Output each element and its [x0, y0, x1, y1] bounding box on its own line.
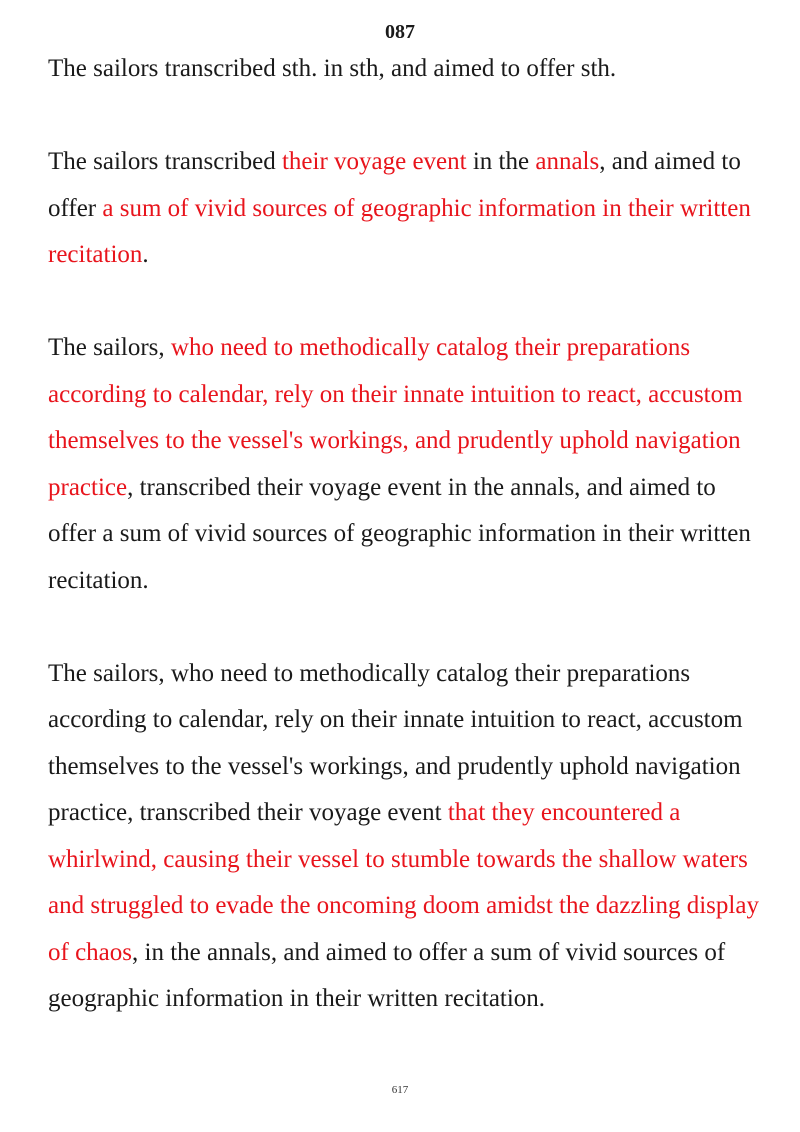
paragraph-2-segment-3: in the: [466, 148, 536, 175]
paragraph-2-segment-4: annals: [535, 148, 600, 175]
document-body: [48, 46, 763, 1023]
paragraph-2-segment-5: , and aimed to offer: [48, 148, 741, 222]
paragraph-2-segment-1: The sailors transcribed: [48, 148, 282, 175]
paragraph-1: [48, 46, 763, 93]
paragraph-3-segment-2: who need to methodically catalog their preparations according to calendar, rely on their innate intuition to react, accustom themselves to the vessel's workings, and prudently uphold navigation practice: [48, 334, 743, 501]
paragraph-2: [48, 139, 763, 279]
paragraph-4-segment-2: that they encountered a whirlwind, causing their vessel to stumble towards the shallow waters and struggled to evade the oncoming doom amidst the dazzling display of chaos: [48, 799, 759, 966]
paragraph-2-segment-6: a sum of vivid sources of geographic information in their written recitation: [48, 194, 751, 268]
page-number-bottom: 617: [391, 1084, 409, 1096]
page-number-top: 087: [385, 21, 415, 43]
paragraph-4: [48, 651, 763, 1023]
paragraph-4-segment-1: The sailors, who need to methodically catalog their preparations according to calendar, rely on their innate intuition to react, accustom themselves to the vessel's workings, and prudently uphold navigation practice, transcribed their voyage event: [48, 659, 743, 826]
paragraph-3-segment-1: The sailors,: [48, 334, 171, 361]
paragraph-3-segment-3: , transcribed their voyage event in the annals, and aimed to offer a sum of vivid sources of geographic information in their written recitation.: [48, 473, 751, 594]
paragraph-3: [48, 325, 763, 604]
paragraph-2-segment-7: .: [142, 241, 149, 268]
paragraph-4-segment-3: , in the annals, and aimed to offer a sum of vivid sources of geographic information in their written recitation.: [48, 938, 726, 1012]
paragraph-2-segment-2: their voyage event: [281, 148, 467, 175]
paragraph-1-segment-1: The sailors transcribed sth. in sth, and aimed to offer sth.: [48, 55, 617, 82]
